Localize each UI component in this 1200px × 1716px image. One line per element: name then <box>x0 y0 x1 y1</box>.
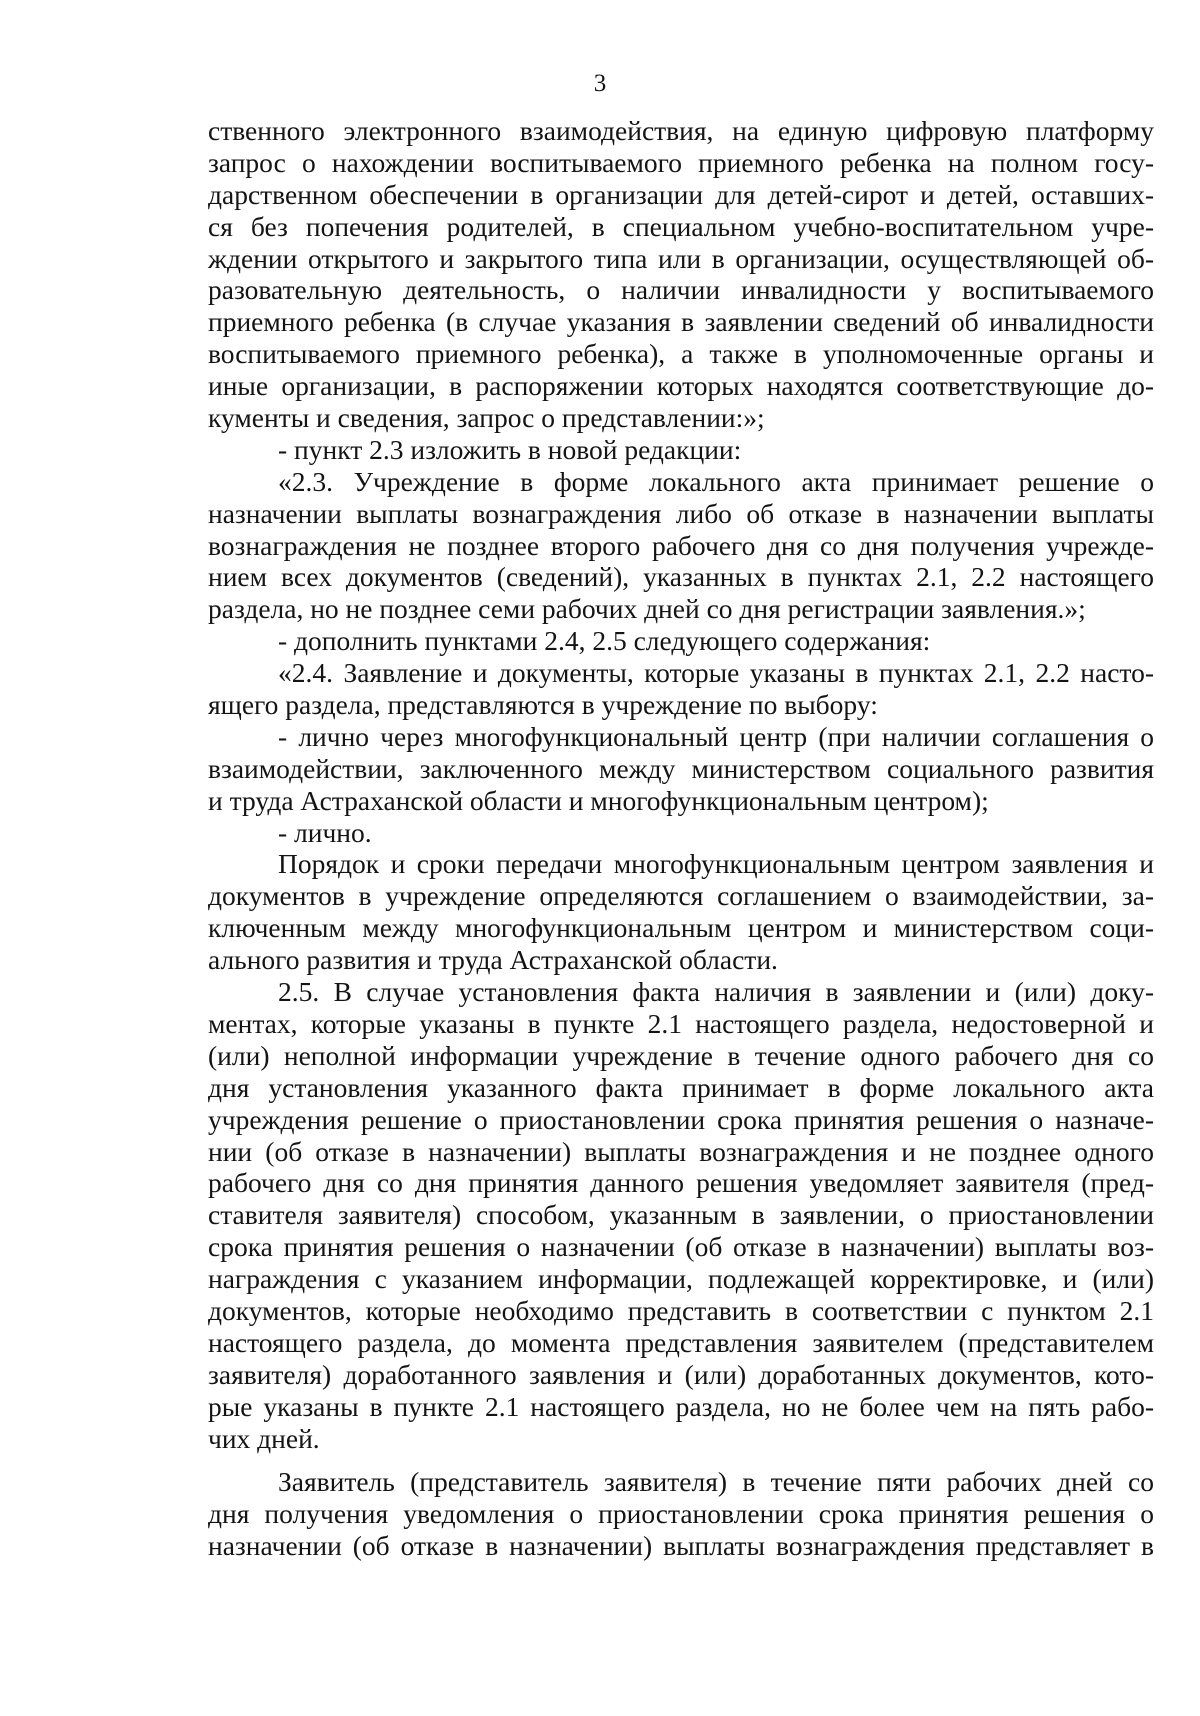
text-line: рые указаны в пункте 2.1 настоящего раздела, но не более чем на пять рабо- <box>208 1390 1154 1422</box>
text-line: «2.4. Заявление и документы, которые указаны в пунктах 2.1, 2.2 насто- <box>278 657 1154 689</box>
text-line: назначении (об отказе в назначении) выплаты вознаграждения представляет в <box>208 1530 1154 1562</box>
text-line: вознаграждения не позднее второго рабочего дня со дня получения учрежде- <box>208 529 1154 561</box>
text-line: награждения с указанием информации, подлежащей корректировке, и (или) <box>208 1263 1154 1295</box>
text-line: дня получения уведомления о приостановлении срока принятия решения о <box>208 1498 1154 1530</box>
text-line: учреждения решение о приостановлении срока принятия решения о назначе- <box>208 1103 1154 1135</box>
text-line: нии (об отказе в назначении) выплаты вознаграждения и не позднее одного <box>208 1135 1154 1167</box>
text-line: заявителя) доработанного заявления и (или) доработанных документов, кото- <box>208 1358 1154 1390</box>
text-line: срока принятия решения о назначении (об отказе в назначении) выплаты воз- <box>208 1231 1154 1263</box>
text-line: документов, которые необходимо представить в соответствии с пунктом 2.1 <box>208 1294 1154 1326</box>
text-line: ждении открытого и закрытого типа или в организации, осуществляющей об- <box>208 242 1154 274</box>
text-line: - лично через многофункциональный центр (при наличии соглашения о <box>278 720 1154 752</box>
text-line: дня установления указанного факта принимает в форме локального акта <box>208 1071 1154 1103</box>
text-line: ментах, которые указаны в пункте 2.1 настоящего раздела, недостоверной и <box>208 1007 1154 1039</box>
text-line: нием всех документов (сведений), указанных в пунктах 2.1, 2.2 настоящего <box>208 561 1154 593</box>
text-line: документов в учреждение определяются соглашением о взаимодействии, за- <box>208 880 1154 912</box>
text-line: запрос о нахождении воспитываемого приемного ребенка на полном госу- <box>208 146 1154 178</box>
text-line: - лично. <box>278 816 372 848</box>
text-line: - дополнить пунктами 2.4, 2.5 следующего содержания: <box>278 625 931 657</box>
text-line: назначении выплаты вознаграждения либо об отказе в назначении выплаты <box>208 497 1154 529</box>
text-line: рабочего дня со дня принятия данного решения уведомляет заявителя (пред- <box>208 1167 1154 1199</box>
text-line: и труда Астраханской области и многофункциональным центром); <box>208 784 989 816</box>
text-line: Заявитель (представитель заявителя) в течение пяти рабочих дней со <box>278 1466 1154 1498</box>
text-line: взаимодействии, заключенного между министерством социального развития <box>208 752 1154 784</box>
text-line: разовательную деятельность, о наличии инвалидности у воспитываемого <box>208 274 1154 306</box>
text-line: дарственном обеспечении в организации для детей-сирот и детей, оставших- <box>208 178 1154 210</box>
paragraph-gap <box>208 1454 1154 1466</box>
text-line: ственного электронного взаимодействия, на единую цифровую платформу <box>208 115 1154 146</box>
text-line: кументы и сведения, запрос о представлении:»; <box>208 402 765 434</box>
text-line: ся без попечения родителей, в специальном учебно-воспитательном учре- <box>208 210 1154 242</box>
text-line: Порядок и сроки передачи многофункциональным центром заявления и <box>278 848 1154 880</box>
page-number: 3 <box>593 70 607 97</box>
text-line: чих дней. <box>208 1422 320 1454</box>
text-line: иные организации, в распоряжении которых находятся соответствующие до- <box>208 370 1154 402</box>
text-line: ального развития и труда Астраханской области. <box>208 944 778 976</box>
document-body <box>208 115 1154 1562</box>
text-line: - пункт 2.3 изложить в новой редакции: <box>278 433 742 465</box>
text-line: «2.3. Учреждение в форме локального акта принимает решение о <box>278 465 1154 497</box>
text-line: раздела, но не позднее семи рабочих дней со дня регистрации заявления.»; <box>208 593 1086 625</box>
text-line: ставителя заявителя) способом, указанным в заявлении, о приостановлении <box>208 1199 1154 1231</box>
text-line: приемного ребенка (в случае указания в заявлении сведений об инвалидности <box>208 306 1154 338</box>
text-line: настоящего раздела, до момента представления заявителем (представителем <box>208 1326 1154 1358</box>
text-line: (или) неполной информации учреждение в течение одного рабочего дня со <box>208 1039 1154 1071</box>
text-line: 2.5. В случае установления факта наличия в заявлении и (или) доку- <box>278 976 1154 1008</box>
text-line: ящего раздела, представляются в учреждение по выбору: <box>208 689 878 721</box>
text-line: воспитываемого приемного ребенка), а также в уполномоченные органы и <box>208 338 1154 370</box>
text-line: ключенным между многофункциональным центром и министерством соци- <box>208 912 1154 944</box>
